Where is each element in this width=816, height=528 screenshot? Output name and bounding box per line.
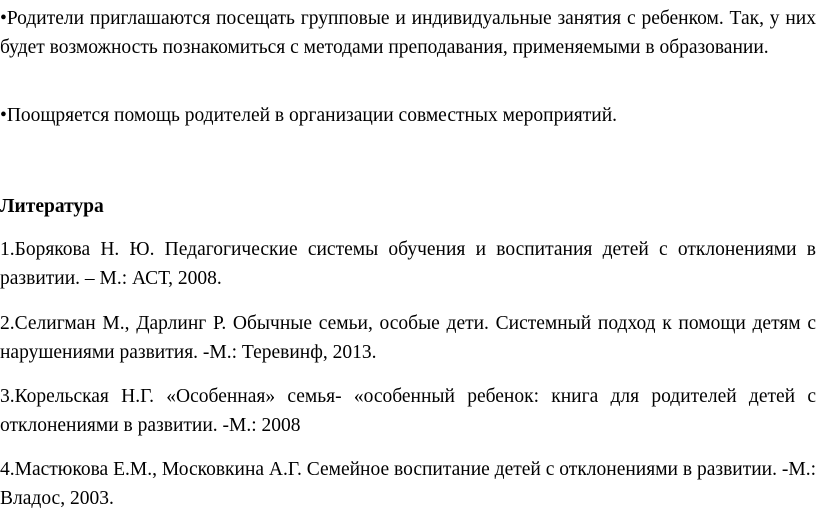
literature-item-1: 1.Борякова Н. Ю. Педагогические системы обучения и воспитания детей с отклонениями в развитии. – М.: АСТ, 2008. [0, 239, 816, 289]
literature-item-3: 3.Корельская Н.Г. «Особенная» семья- «особенный ребенок: книга для родителей детей с отклонениями в развитии. -М.: 2008 [0, 386, 816, 436]
literature-item-4: 4.Мастюкова Е.М., Московкина А.Г. Семейное воспитание детей с отклонениями в развитии. -М.: Владос, 2003. [0, 459, 816, 509]
literature-item-2: 2.Селигман М., Дарлинг Р. Обычные семьи, особые дети. Системный подход к помощи детям с нарушениями развития. -М.: Теревинф, 2013. [0, 313, 816, 363]
literature-heading: Литература [0, 196, 104, 217]
bullet-parents-invited: •Родители приглашаются посещать групповые и индивидуальные занятия с ребенком. Так, у них будет возможность познакомиться с методами преподавания, применяемыми в образовании. [0, 8, 816, 58]
bullet-parents-help: •Поощряется помощь родителей в организации совместных мероприятий. [0, 105, 618, 126]
